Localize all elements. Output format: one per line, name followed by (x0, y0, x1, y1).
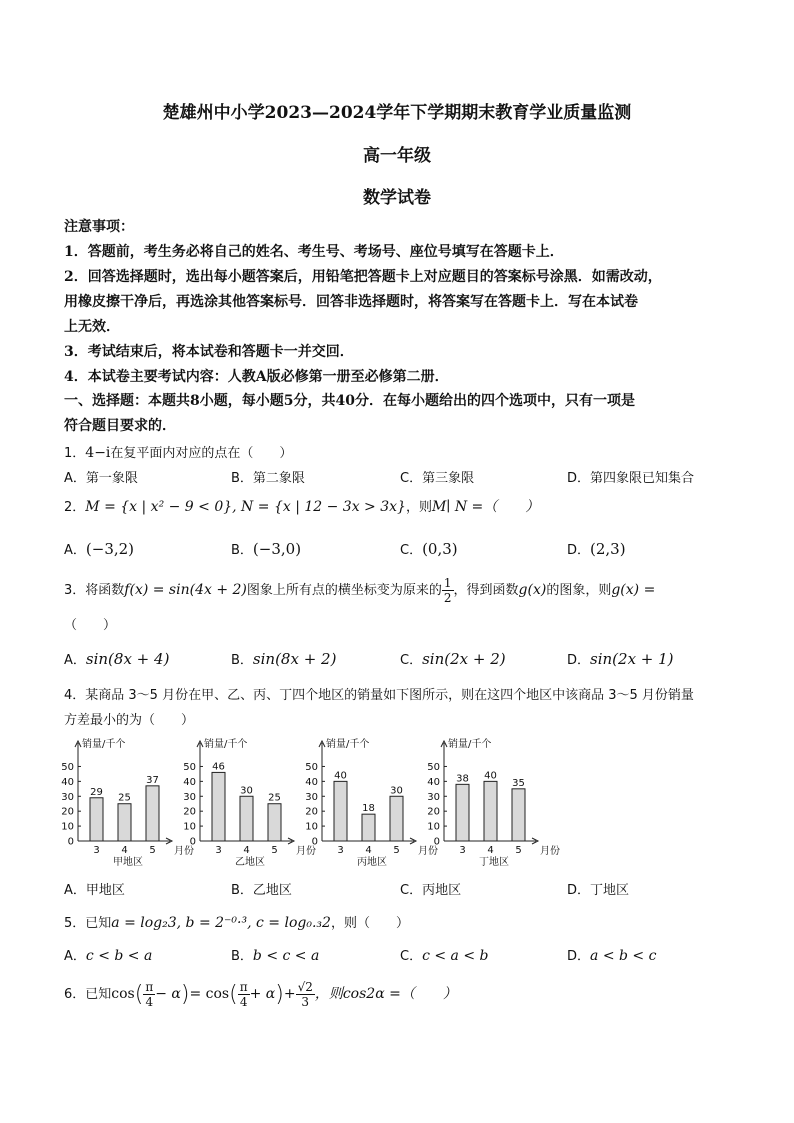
bar-2-0 (334, 781, 347, 841)
bar-1-1 (240, 796, 253, 841)
y-tick-label-0: 50 (61, 761, 74, 773)
bar-3-1 (484, 781, 497, 841)
q1-number: 1． (64, 446, 86, 461)
data-label-3-0: 38 (456, 773, 469, 785)
data-label-3-1: 40 (484, 770, 497, 782)
x-tick-label-1-1: 4 (243, 845, 250, 856)
note-1: 1．答题前，考生务必将自己的姓名、考生号、考场号、座位号填写在答题卡上． (64, 244, 564, 260)
bar-0-2 (146, 786, 159, 841)
data-label-1-0: 46 (212, 761, 225, 773)
q4-option-c: C．丙地区 (400, 883, 462, 898)
x-tick-label-2-1: 4 (365, 845, 372, 856)
x-tick-label-0-2: 5 (149, 845, 156, 856)
notes-heading: 注意事项： (64, 219, 134, 235)
q4-bar-charts (60, 733, 580, 868)
q2-number: 2． (64, 500, 86, 515)
y-tick-label-0: 10 (61, 821, 74, 833)
question-5: 5．已知a = log₂3, b = 2⁻⁰·³, c = log₀.₃2，则（ ） (64, 915, 409, 931)
y-label-2: 销量/千个 (326, 739, 370, 750)
q2-option-a: A．(−3,2) (64, 540, 135, 558)
y-label-0: 销量/千个 (82, 739, 126, 750)
chart-title-1: 乙地区 (235, 857, 265, 868)
q4-option-a: A．甲地区 (64, 883, 125, 898)
q3-option-c: C．sin(2x + 2) (400, 650, 506, 668)
q3-paren: （ ） (64, 618, 117, 633)
chart-title-0: 甲地区 (113, 857, 143, 868)
y-tick-label-2: 40 (305, 776, 318, 788)
bar-3-0 (456, 784, 469, 841)
y-tick-label-0: 20 (61, 806, 74, 818)
x-label-1: 月份 (296, 846, 316, 857)
bar-3-2 (512, 789, 525, 841)
x-tick-label-3-0: 3 (459, 845, 466, 856)
section1-line1: 一、选择题：本题共8小题，每小题5分，共40分．在每小题给出的四个选项中，只有一项是 (64, 393, 635, 409)
q5-option-b: B．b < c < a (231, 948, 320, 964)
x-label-2: 月份 (418, 846, 438, 857)
q1-expr: 4−i (85, 445, 111, 461)
y-tick-label-2: 10 (305, 821, 318, 833)
q1-option-c: C．第三象限 (400, 471, 475, 486)
x-tick-label-1-0: 3 (215, 845, 222, 856)
y-tick-label-2: 0 (311, 836, 318, 848)
x-label-3: 月份 (540, 846, 560, 857)
question-2 (64, 496, 539, 516)
q4-line2: 方差最小的为（ ） (64, 713, 195, 728)
x-tick-label-2-0: 3 (337, 845, 344, 856)
q4-option-b: B．乙地区 (231, 883, 292, 898)
y-tick-label-1: 50 (183, 761, 196, 773)
y-tick-label-2: 50 (305, 761, 318, 773)
bar-2-2 (390, 796, 403, 841)
note-4: 4．本试卷主要考试内容：人教A版必修第一册至必修第二册． (64, 369, 449, 385)
q2-option-c: C．(0,3) (400, 540, 458, 558)
question-3: 3．将函数f(x) = sin(4x + 2)图象上所有点的横坐标变为原来的 $\frac{1}{2}$ ，得到函数g(x)的图象，则g(x) = (64, 576, 656, 605)
q3-option-b: B．sin(8x + 2) (231, 650, 337, 668)
y-label-3: 销量/千个 (448, 739, 492, 750)
y-tick-label-3: 20 (427, 806, 440, 818)
data-label-1-2: 25 (268, 792, 281, 804)
x-tick-label-1-2: 5 (271, 845, 278, 856)
x-tick-label-0-0: 3 (93, 845, 100, 856)
y-tick-label-3: 40 (427, 776, 440, 788)
q5-stem: a = log₂3, b = 2⁻⁰·³, c = log₀.₃2 (111, 915, 331, 931)
q2-option-d: D．(2,3) (567, 540, 626, 558)
bar-2-1 (362, 814, 375, 841)
y-tick-label-1: 0 (189, 836, 196, 848)
note-2a: 2．回答选择题时，选出每小题答案后，用铅笔把答题卡上对应题目的答案标号涂黑．如需改动， (64, 269, 662, 285)
chart-title-3: 丁地区 (479, 857, 509, 868)
q4-option-d: D．丁地区 (567, 883, 630, 898)
bar-0-1 (118, 804, 131, 841)
q5-option-a: A．c < b < a (64, 948, 153, 964)
y-tick-label-1: 30 (183, 791, 196, 803)
q3-fraction: $\frac{1}{2}$ (443, 576, 452, 605)
q2-stem: M = {x | x² − 9 < 0}, N = {x | 12 − 3x > 3x} (85, 499, 406, 515)
data-label-1-1: 30 (240, 785, 253, 797)
x-tick-label-3-2: 5 (515, 845, 522, 856)
y-tick-label-3: 50 (427, 761, 440, 773)
x-label-0: 月份 (174, 846, 194, 857)
q5-option-d: D．a < b < c (567, 948, 657, 964)
question-1 (64, 442, 292, 461)
y-tick-label-2: 30 (305, 791, 318, 803)
q2-option-b: B．(−3,0) (231, 540, 302, 558)
data-label-3-2: 35 (512, 777, 525, 789)
y-tick-label-3: 30 (427, 791, 440, 803)
q2-tail: ，则 (405, 500, 432, 515)
data-label-2-0: 40 (334, 770, 347, 782)
x-tick-label-2-2: 5 (393, 845, 400, 856)
q5-option-c: C．c < a < b (400, 948, 489, 964)
note-2c: 上无效． (64, 319, 120, 335)
q3-option-d: D．sin(2x + 1) (567, 650, 674, 668)
q2-tail2: M∣ N =（ ） (431, 499, 540, 515)
data-label-0-0: 29 (90, 786, 103, 798)
q1-text: 在复平面内对应的点在（ ） (110, 446, 293, 461)
data-label-2-1: 18 (362, 803, 375, 815)
q4-line1: 4．某商品 3～5 月份在甲、乙、丙、丁四个地区的销量如下图所示，则在这四个地区中该商品 3～5 月份销量 (64, 688, 694, 703)
bar-1-2 (268, 804, 281, 841)
y-tick-label-3: 0 (433, 836, 440, 848)
question-6: 6．已知cos( $\frac{\pi}{4}$ − α)= cos( $\frac{\pi}{4}$ + α)+ $\frac{√2}{3}$ ，则cos2α =（ ） (64, 980, 457, 1009)
chart-title-2: 丙地区 (357, 857, 387, 868)
note-2b: 用橡皮擦干净后，再选涂其他答案标号．回答非选择题时，将答案写在答题卡上．写在本试卷 (64, 294, 638, 310)
q3-option-a: A．sin(8x + 4) (64, 650, 170, 668)
y-tick-label-1: 10 (183, 821, 196, 833)
q3-fx: f(x) = sin(4x + 2) (124, 582, 247, 598)
y-tick-label-0: 30 (61, 791, 74, 803)
note-3: 3．考试结束后，将本试卷和答题卡一并交回． (64, 344, 354, 360)
y-tick-label-2: 20 (305, 806, 318, 818)
y-tick-label-3: 10 (427, 821, 440, 833)
bar-0-0 (90, 798, 103, 841)
q1-option-a: A．第一象限 (64, 471, 138, 486)
y-tick-label-1: 20 (183, 806, 196, 818)
data-label-0-2: 37 (146, 774, 159, 786)
exam-title: 楚雄州中小学2023—2024学年下学期期末教育学业质量监测 (162, 103, 632, 123)
y-tick-label-0: 0 (67, 836, 74, 848)
q1-option-d: D．第四象限已知集合 (567, 471, 695, 486)
bar-1-0 (212, 772, 225, 841)
data-label-2-2: 30 (390, 785, 403, 797)
q1-option-b: B．第二象限 (231, 471, 305, 486)
data-label-0-1: 25 (118, 792, 131, 804)
y-tick-label-0: 40 (61, 776, 74, 788)
y-label-1: 销量/千个 (204, 739, 248, 750)
subject-title: 数学试卷 (363, 188, 431, 208)
section1-line2: 符合题目要求的． (64, 418, 176, 434)
y-tick-label-1: 40 (183, 776, 196, 788)
grade-title: 高一年级 (363, 146, 431, 166)
x-tick-label-0-1: 4 (121, 845, 128, 856)
x-tick-label-3-1: 4 (487, 845, 494, 856)
